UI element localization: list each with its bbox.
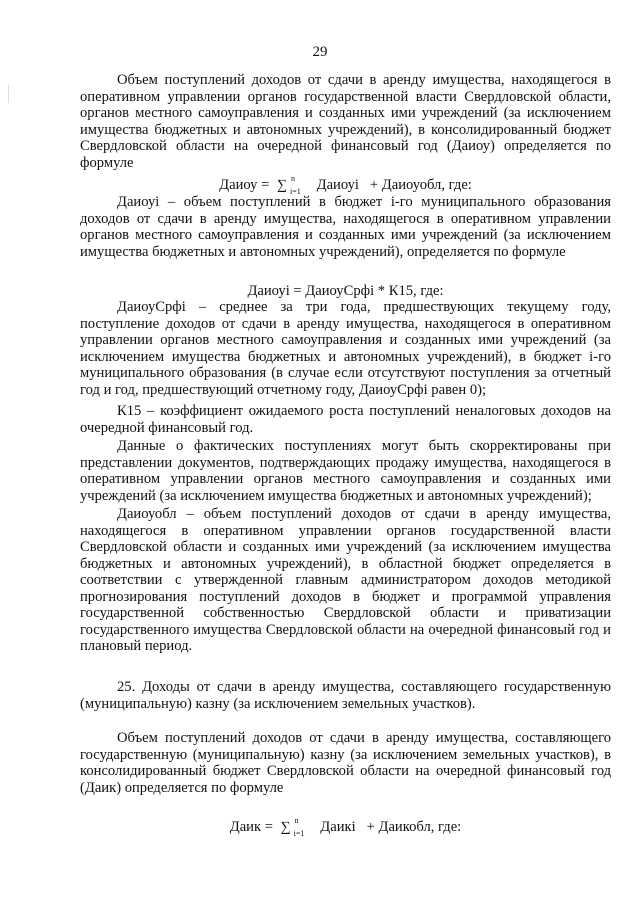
sum-lower-limit: i=1 xyxy=(293,829,305,838)
paragraph-text: Данные о фактических поступлениях могут быть скорректированы при представлении документов, подтверждающих продажу имущества, находящегося в оперативном управлении органов местного самоуправления и созданных ими учреждений (за исключением имущества бюджетных и автономных учреждений); xyxy=(80,438,611,504)
paragraph-text: К15 – коэффициент ожидаемого роста поступлений неналоговых доходов на очередной финансовый год. xyxy=(80,403,611,436)
sum-upper-limit: n xyxy=(290,174,295,183)
formula-rest: + Даиоуобл, где: xyxy=(369,177,472,193)
paragraph-2 xyxy=(80,194,611,260)
sum-upper-limit: n xyxy=(294,816,299,825)
formula-lhs: Даиоу = xyxy=(219,177,270,193)
formula-term: Даикi xyxy=(320,819,356,835)
paragraph-6 xyxy=(80,506,611,655)
page-number: 29 xyxy=(312,44,328,60)
formula-rest: + Даикобл, где: xyxy=(366,819,462,835)
sum-lower-limit: i=1 xyxy=(289,187,301,196)
paragraph-3 xyxy=(80,299,611,398)
formula-daiou xyxy=(80,176,611,195)
paragraph-text: ДаиоуСрфi – среднее за три года, предшествующих текущему году, поступление доходов от сдачи в аренду имущества, находящегося в оперативном управлении органов местного самоуправления и созданных ими учреждений (за исключением имущества бюджетных и автономных учреждений), в бюджет i-го муниципального образования (в случае если отсутствуют поступления за отчетный год и год, предшествующий отчетному году, ДаиоуСрфi равен 0); xyxy=(80,299,611,398)
paragraph-text: Даиоуобл – объем поступлений доходов от сдачи в аренду имущества, находящегося в оперативном управлении органов государственной власти Свердловской области и созданных ими учреждений (за исключением имущества бюджетных и автономных учреждений), в областной бюджет определяется в соответствии с утвержденной главным администратором доходов методикой прогнозирования поступлений доходов в бюджет и программой управления государственной собственностью Свердловской области и приватизации государственного имущества Свердловской области на очередной финансовый год и плановый период. xyxy=(80,506,611,654)
formula-daiou-i xyxy=(80,282,611,300)
formula-daik xyxy=(80,818,611,837)
paragraph-5 xyxy=(80,438,611,504)
paragraph-text: 25. Доходы от сдачи в аренду имущества, составляющего государственную (муниципальную) казну (за исключением земельных участков). xyxy=(80,679,611,712)
paragraph-4 xyxy=(80,403,611,436)
paragraph-text: Объем поступлений доходов от сдачи в аренду имущества, находящегося в оперативном управлении органов государственной власти Свердловской области, органов местного самоуправления и созданных ими учреждений (за исключением имущества бюджетных и автономных учреждений), в консолидированный бюджет Свердловской области на очередной финансовый год (Даиоу) определяется по формуле xyxy=(80,72,611,171)
paragraph-text: Объем поступлений доходов от сдачи в аренду имущества, составляющего государственную (муниципальную) казну (за исключением земельных участков), в консолидированный бюджет Свердловской области на очередной финансовый год (Даик) определяется по формуле xyxy=(80,730,611,796)
paragraph-1 xyxy=(80,72,611,171)
formula-text: Даиоуi = ДаиоуСрфi * К15, где: xyxy=(247,283,444,299)
formula-term: Даиоуi xyxy=(316,177,359,193)
paragraph-text: Даиоуi – объем поступлений в бюджет i-го муниципального образования доходов от сдачи в аренду имущества, находящегося в оперативном управлении органов местного самоуправления и созданных ими учреждений (за исключением имущества бюджетных и автономных учреждений), определяется по формуле xyxy=(80,194,611,260)
margin-mark xyxy=(8,85,9,103)
sum-symbol: ∑ n i=1 xyxy=(281,818,313,837)
section-heading-25 xyxy=(80,679,611,712)
paragraph-8 xyxy=(80,730,611,796)
sum-symbol: ∑ n i=1 xyxy=(277,176,309,195)
formula-lhs: Даик = xyxy=(229,819,273,835)
